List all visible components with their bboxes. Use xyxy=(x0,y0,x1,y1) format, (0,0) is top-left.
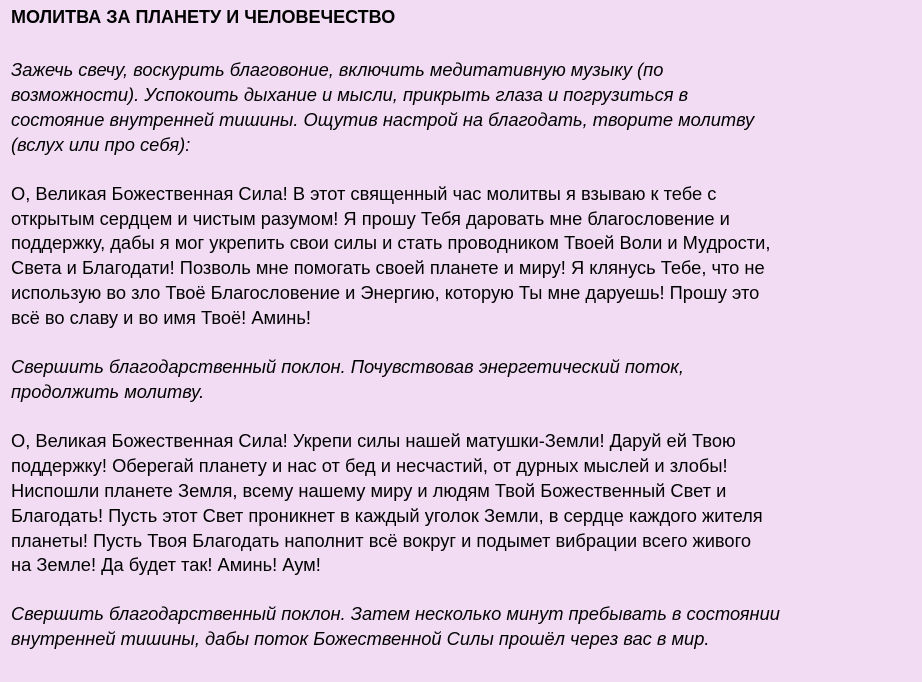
text-line: Света и Благодати! Позволь мне помогать своей планете и миру! Я клянусь Тебе, что не xyxy=(11,257,765,279)
text-line: всё во славу и во имя Твоё! Аминь! xyxy=(11,307,311,329)
prayer-paragraph-1 xyxy=(11,182,914,331)
instruction-paragraph-1 xyxy=(11,58,914,158)
text-line: внутренней тишины, дабы поток Божественной Силы прошёл через вас в мир. xyxy=(11,628,710,650)
text-line: Зажечь свечу, воскурить благовоние, включить медитативную музыку (по xyxy=(11,59,664,80)
text-line: планеты! Пусть Твоя Благодать наполнит всё вокруг и подымет вибрации всего живого xyxy=(11,529,752,551)
text-line: Свершить благодарственный поклон. Затем несколько минут пребывать в состоянии xyxy=(11,603,780,625)
text-line: поддержку! Оберегай планету и нас от бед и несчастий, от дурных мыслей и злобы! xyxy=(11,454,728,476)
text-line: Свершить благодарственный поклон. Почувствовав энергетический поток, xyxy=(11,356,684,378)
text-line: состояние внутренней тишины. Ощутив настрой на благодать, творите молитву xyxy=(11,108,755,130)
text-line: Ниспошли планете Земля, всему нашему миру и людям Твой Божественный Свет и xyxy=(11,479,727,501)
text-line: на Земле! Да будет так! Аминь! Аум! xyxy=(11,554,321,576)
instruction-paragraph-2 xyxy=(11,355,914,405)
instruction-paragraph-3 xyxy=(11,602,914,652)
text-line: возможности). Успокоить дыхание и мысли, прикрыть глаза и погрузиться в xyxy=(11,83,689,105)
prayer-paragraph-2 xyxy=(11,429,914,578)
document-title: МОЛИТВА ЗА ПЛАНЕТУ И ЧЕЛОВЕЧЕСТВО xyxy=(11,7,396,27)
text-line: поддержку, дабы я мог укрепить свои силы и стать проводником Твоей Воли и Мудрости, xyxy=(11,232,771,254)
text-line: Благодать! Пусть этот Свет проникнет в каждый уголок Земли, в сердце каждого жителя xyxy=(11,504,763,526)
text-line: открытым сердцем и чистым разумом! Я прошу Тебя даровать мне благословение и xyxy=(11,207,730,229)
text-line: О, Великая Божественная Сила! Укрепи силы нашей матушки-Земли! Даруй ей Твою xyxy=(11,429,736,451)
text-line: О, Великая Божественная Сила! В этот священный час молитвы я взываю к тебе с xyxy=(11,182,717,204)
text-line: продолжить молитву. xyxy=(11,380,205,402)
text-line: (вслух или про себя): xyxy=(11,133,191,155)
text-line: использую во зло Твоё Благословение и Энергию, которую Ты мне даруешь! Прошу это xyxy=(11,282,760,304)
